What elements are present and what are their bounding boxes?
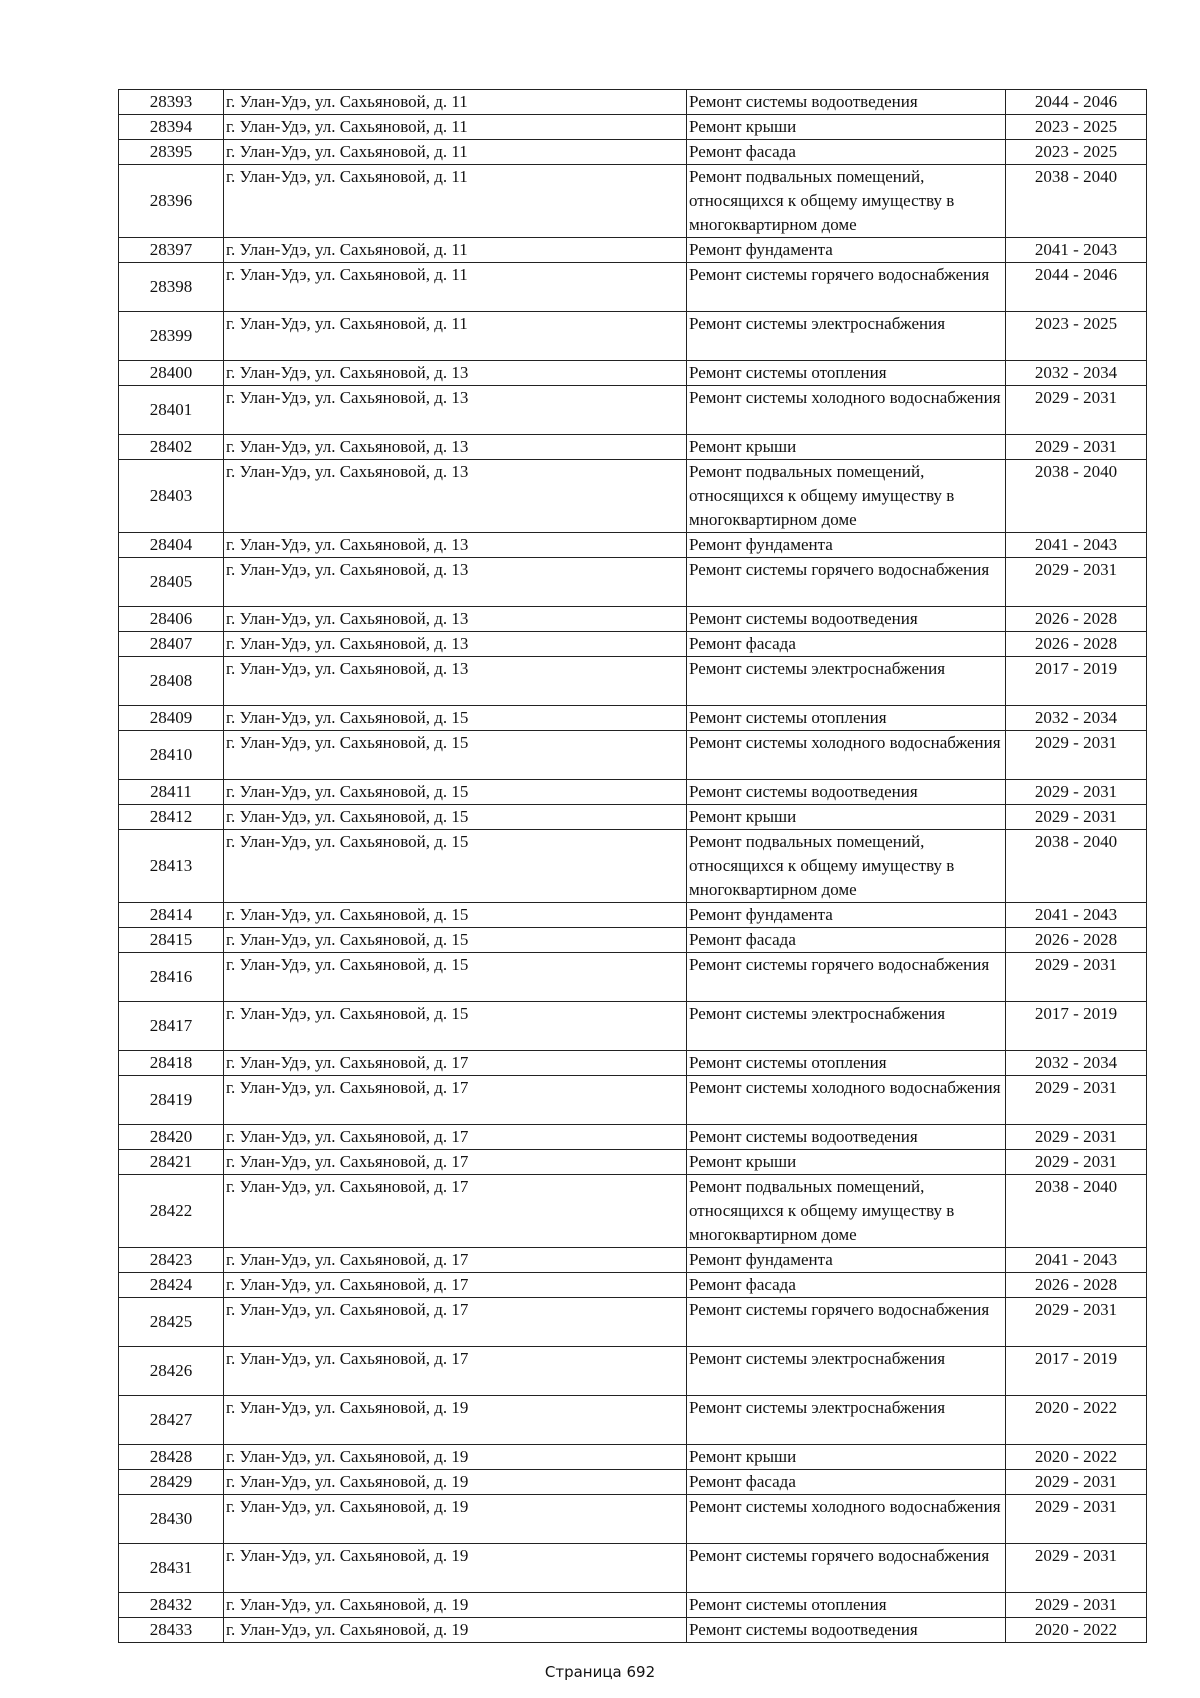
- row-number-cell: 28431: [119, 1544, 224, 1593]
- years-cell: 2026 - 2028: [1006, 607, 1147, 632]
- table-row: [119, 632, 1147, 657]
- table-row: [119, 1002, 1147, 1051]
- row-number-cell: 28401: [119, 386, 224, 435]
- row-number-cell: 28419: [119, 1076, 224, 1125]
- address-cell: г. Улан-Удэ, ул. Сахьяновой, д. 15: [224, 805, 687, 830]
- table-row: [119, 731, 1147, 780]
- repair-schedule-table: [118, 89, 1147, 1643]
- row-number-cell: 28394: [119, 115, 224, 140]
- address-cell: г. Улан-Удэ, ул. Сахьяновой, д. 11: [224, 312, 687, 361]
- work-type-cell: Ремонт системы холодного водоснабжения: [687, 386, 1006, 435]
- work-type-cell: Ремонт подвальных помещений, относящихся к общему имуществу в многоквартирном доме: [687, 165, 1006, 238]
- years-cell: 2029 - 2031: [1006, 780, 1147, 805]
- table-row: [119, 1298, 1147, 1347]
- work-type-cell: Ремонт системы холодного водоснабжения: [687, 1495, 1006, 1544]
- years-cell: 2029 - 2031: [1006, 731, 1147, 780]
- years-cell: 2032 - 2034: [1006, 706, 1147, 731]
- row-number-cell: 28422: [119, 1175, 224, 1248]
- work-type-cell: Ремонт системы водоотведения: [687, 607, 1006, 632]
- address-cell: г. Улан-Удэ, ул. Сахьяновой, д. 13: [224, 558, 687, 607]
- table-row: [119, 1495, 1147, 1544]
- years-cell: 2029 - 2031: [1006, 1544, 1147, 1593]
- years-cell: 2020 - 2022: [1006, 1396, 1147, 1445]
- work-type-cell: Ремонт системы водоотведения: [687, 1125, 1006, 1150]
- address-cell: г. Улан-Удэ, ул. Сахьяновой, д. 15: [224, 903, 687, 928]
- table-row: [119, 1593, 1147, 1618]
- table-row: [119, 238, 1147, 263]
- row-number-cell: 28410: [119, 731, 224, 780]
- years-cell: 2023 - 2025: [1006, 115, 1147, 140]
- address-cell: г. Улан-Удэ, ул. Сахьяновой, д. 11: [224, 90, 687, 115]
- years-cell: 2029 - 2031: [1006, 1150, 1147, 1175]
- row-number-cell: 28416: [119, 953, 224, 1002]
- years-cell: 2023 - 2025: [1006, 312, 1147, 361]
- years-cell: 2029 - 2031: [1006, 435, 1147, 460]
- table-row: [119, 165, 1147, 238]
- table-row: [119, 928, 1147, 953]
- table-row: [119, 657, 1147, 706]
- work-type-cell: Ремонт системы отопления: [687, 1593, 1006, 1618]
- work-type-cell: Ремонт системы горячего водоснабжения: [687, 1298, 1006, 1347]
- row-number-cell: 28397: [119, 238, 224, 263]
- row-number-cell: 28409: [119, 706, 224, 731]
- address-cell: г. Улан-Удэ, ул. Сахьяновой, д. 17: [224, 1175, 687, 1248]
- row-number-cell: 28412: [119, 805, 224, 830]
- years-cell: 2026 - 2028: [1006, 928, 1147, 953]
- address-cell: г. Улан-Удэ, ул. Сахьяновой, д. 17: [224, 1298, 687, 1347]
- address-cell: г. Улан-Удэ, ул. Сахьяновой, д. 13: [224, 460, 687, 533]
- table-row: [119, 263, 1147, 312]
- work-type-cell: Ремонт фасада: [687, 928, 1006, 953]
- work-type-cell: Ремонт крыши: [687, 115, 1006, 140]
- years-cell: 2038 - 2040: [1006, 165, 1147, 238]
- years-cell: 2041 - 2043: [1006, 238, 1147, 263]
- years-cell: 2029 - 2031: [1006, 1593, 1147, 1618]
- table-row: [119, 830, 1147, 903]
- work-type-cell: Ремонт крыши: [687, 1150, 1006, 1175]
- address-cell: г. Улан-Удэ, ул. Сахьяновой, д. 17: [224, 1273, 687, 1298]
- years-cell: 2029 - 2031: [1006, 558, 1147, 607]
- row-number-cell: 28429: [119, 1470, 224, 1495]
- address-cell: г. Улан-Удэ, ул. Сахьяновой, д. 15: [224, 706, 687, 731]
- table-body: [119, 90, 1147, 1643]
- row-number-cell: 28413: [119, 830, 224, 903]
- work-type-cell: Ремонт системы электроснабжения: [687, 312, 1006, 361]
- table-row: [119, 1470, 1147, 1495]
- address-cell: г. Улан-Удэ, ул. Сахьяновой, д. 13: [224, 435, 687, 460]
- row-number-cell: 28432: [119, 1593, 224, 1618]
- address-cell: г. Улан-Удэ, ул. Сахьяновой, д. 19: [224, 1544, 687, 1593]
- table-row: [119, 1618, 1147, 1643]
- address-cell: г. Улан-Удэ, ул. Сахьяновой, д. 11: [224, 263, 687, 312]
- table-row: [119, 460, 1147, 533]
- years-cell: 2017 - 2019: [1006, 1347, 1147, 1396]
- work-type-cell: Ремонт системы отопления: [687, 1051, 1006, 1076]
- row-number-cell: 28426: [119, 1347, 224, 1396]
- table-row: [119, 1125, 1147, 1150]
- page-number: Страница 692: [544, 1663, 656, 1681]
- work-type-cell: Ремонт системы горячего водоснабжения: [687, 558, 1006, 607]
- row-number-cell: 28408: [119, 657, 224, 706]
- years-cell: 2026 - 2028: [1006, 632, 1147, 657]
- address-cell: г. Улан-Удэ, ул. Сахьяновой, д. 15: [224, 1002, 687, 1051]
- address-cell: г. Улан-Удэ, ул. Сахьяновой, д. 11: [224, 140, 687, 165]
- years-cell: 2044 - 2046: [1006, 90, 1147, 115]
- work-type-cell: Ремонт фундамента: [687, 1248, 1006, 1273]
- address-cell: г. Улан-Удэ, ул. Сахьяновой, д. 17: [224, 1125, 687, 1150]
- work-type-cell: Ремонт фасада: [687, 1273, 1006, 1298]
- address-cell: г. Улан-Удэ, ул. Сахьяновой, д. 15: [224, 928, 687, 953]
- row-number-cell: 28433: [119, 1618, 224, 1643]
- table-row: [119, 558, 1147, 607]
- row-number-cell: 28417: [119, 1002, 224, 1051]
- address-cell: г. Улан-Удэ, ул. Сахьяновой, д. 11: [224, 238, 687, 263]
- work-type-cell: Ремонт фундамента: [687, 903, 1006, 928]
- row-number-cell: 28425: [119, 1298, 224, 1347]
- table-row: [119, 953, 1147, 1002]
- table-row: [119, 1175, 1147, 1248]
- address-cell: г. Улан-Удэ, ул. Сахьяновой, д. 15: [224, 731, 687, 780]
- years-cell: 2017 - 2019: [1006, 1002, 1147, 1051]
- table-row: [119, 1396, 1147, 1445]
- years-cell: 2032 - 2034: [1006, 1051, 1147, 1076]
- address-cell: г. Улан-Удэ, ул. Сахьяновой, д. 17: [224, 1051, 687, 1076]
- row-number-cell: 28414: [119, 903, 224, 928]
- address-cell: г. Улан-Удэ, ул. Сахьяновой, д. 19: [224, 1445, 687, 1470]
- address-cell: г. Улан-Удэ, ул. Сахьяновой, д. 15: [224, 953, 687, 1002]
- years-cell: 2041 - 2043: [1006, 1248, 1147, 1273]
- address-cell: г. Улан-Удэ, ул. Сахьяновой, д. 15: [224, 830, 687, 903]
- table-row: [119, 140, 1147, 165]
- table-row: [119, 533, 1147, 558]
- years-cell: 2032 - 2034: [1006, 361, 1147, 386]
- years-cell: 2038 - 2040: [1006, 1175, 1147, 1248]
- row-number-cell: 28420: [119, 1125, 224, 1150]
- table-row: [119, 1248, 1147, 1273]
- row-number-cell: 28398: [119, 263, 224, 312]
- years-cell: 2029 - 2031: [1006, 953, 1147, 1002]
- table-row: [119, 1347, 1147, 1396]
- address-cell: г. Улан-Удэ, ул. Сахьяновой, д. 13: [224, 361, 687, 386]
- row-number-cell: 28424: [119, 1273, 224, 1298]
- address-cell: г. Улан-Удэ, ул. Сахьяновой, д. 17: [224, 1248, 687, 1273]
- table-row: [119, 1273, 1147, 1298]
- work-type-cell: Ремонт системы горячего водоснабжения: [687, 263, 1006, 312]
- address-cell: г. Улан-Удэ, ул. Сахьяновой, д. 17: [224, 1076, 687, 1125]
- work-type-cell: Ремонт системы горячего водоснабжения: [687, 953, 1006, 1002]
- table-row: [119, 1051, 1147, 1076]
- row-number-cell: 28404: [119, 533, 224, 558]
- row-number-cell: 28428: [119, 1445, 224, 1470]
- table-row: [119, 780, 1147, 805]
- years-cell: 2029 - 2031: [1006, 1125, 1147, 1150]
- address-cell: г. Улан-Удэ, ул. Сахьяновой, д. 19: [224, 1470, 687, 1495]
- address-cell: г. Улан-Удэ, ул. Сахьяновой, д. 13: [224, 607, 687, 632]
- row-number-cell: 28407: [119, 632, 224, 657]
- work-type-cell: Ремонт крыши: [687, 435, 1006, 460]
- row-number-cell: 28403: [119, 460, 224, 533]
- years-cell: 2029 - 2031: [1006, 386, 1147, 435]
- address-cell: г. Улан-Удэ, ул. Сахьяновой, д. 17: [224, 1150, 687, 1175]
- work-type-cell: Ремонт подвальных помещений, относящихся к общему имуществу в многоквартирном доме: [687, 830, 1006, 903]
- row-number-cell: 28400: [119, 361, 224, 386]
- work-type-cell: Ремонт фундамента: [687, 533, 1006, 558]
- address-cell: г. Улан-Удэ, ул. Сахьяновой, д. 13: [224, 632, 687, 657]
- work-type-cell: Ремонт крыши: [687, 1445, 1006, 1470]
- row-number-cell: 28427: [119, 1396, 224, 1445]
- row-number-cell: 28395: [119, 140, 224, 165]
- table-row: [119, 386, 1147, 435]
- address-cell: г. Улан-Удэ, ул. Сахьяновой, д. 19: [224, 1593, 687, 1618]
- work-type-cell: Ремонт крыши: [687, 805, 1006, 830]
- address-cell: г. Улан-Удэ, ул. Сахьяновой, д. 19: [224, 1618, 687, 1643]
- years-cell: 2029 - 2031: [1006, 805, 1147, 830]
- row-number-cell: 28415: [119, 928, 224, 953]
- table-row: [119, 312, 1147, 361]
- address-cell: г. Улан-Удэ, ул. Сахьяновой, д. 15: [224, 780, 687, 805]
- table-row: [119, 805, 1147, 830]
- table-row: [119, 115, 1147, 140]
- table-row: [119, 607, 1147, 632]
- address-cell: г. Улан-Удэ, ул. Сахьяновой, д. 13: [224, 657, 687, 706]
- work-type-cell: Ремонт системы водоотведения: [687, 780, 1006, 805]
- work-type-cell: Ремонт подвальных помещений, относящихся к общему имуществу в многоквартирном доме: [687, 1175, 1006, 1248]
- years-cell: 2029 - 2031: [1006, 1470, 1147, 1495]
- table-row: [119, 1076, 1147, 1125]
- table-row: [119, 1544, 1147, 1593]
- years-cell: 2029 - 2031: [1006, 1076, 1147, 1125]
- table-row: [119, 361, 1147, 386]
- table-row: [119, 435, 1147, 460]
- table-row: [119, 1445, 1147, 1470]
- address-cell: г. Улан-Удэ, ул. Сахьяновой, д. 13: [224, 386, 687, 435]
- years-cell: 2017 - 2019: [1006, 657, 1147, 706]
- row-number-cell: 28418: [119, 1051, 224, 1076]
- work-type-cell: Ремонт системы горячего водоснабжения: [687, 1544, 1006, 1593]
- address-cell: г. Улан-Удэ, ул. Сахьяновой, д. 11: [224, 165, 687, 238]
- row-number-cell: 28406: [119, 607, 224, 632]
- row-number-cell: 28402: [119, 435, 224, 460]
- row-number-cell: 28423: [119, 1248, 224, 1273]
- work-type-cell: Ремонт системы отопления: [687, 706, 1006, 731]
- years-cell: 2020 - 2022: [1006, 1445, 1147, 1470]
- work-type-cell: Ремонт системы электроснабжения: [687, 1396, 1006, 1445]
- years-cell: 2044 - 2046: [1006, 263, 1147, 312]
- row-number-cell: 28421: [119, 1150, 224, 1175]
- years-cell: 2041 - 2043: [1006, 903, 1147, 928]
- row-number-cell: 28393: [119, 90, 224, 115]
- row-number-cell: 28430: [119, 1495, 224, 1544]
- work-type-cell: Ремонт системы холодного водоснабжения: [687, 1076, 1006, 1125]
- address-cell: г. Улан-Удэ, ул. Сахьяновой, д. 19: [224, 1396, 687, 1445]
- work-type-cell: Ремонт системы водоотведения: [687, 90, 1006, 115]
- years-cell: 2023 - 2025: [1006, 140, 1147, 165]
- years-cell: 2029 - 2031: [1006, 1495, 1147, 1544]
- address-cell: г. Улан-Удэ, ул. Сахьяновой, д. 17: [224, 1347, 687, 1396]
- work-type-cell: Ремонт системы холодного водоснабжения: [687, 731, 1006, 780]
- years-cell: 2020 - 2022: [1006, 1618, 1147, 1643]
- years-cell: 2029 - 2031: [1006, 1298, 1147, 1347]
- address-cell: г. Улан-Удэ, ул. Сахьяновой, д. 13: [224, 533, 687, 558]
- row-number-cell: 28411: [119, 780, 224, 805]
- table-row: [119, 706, 1147, 731]
- work-type-cell: Ремонт фасада: [687, 140, 1006, 165]
- work-type-cell: Ремонт фасада: [687, 1470, 1006, 1495]
- years-cell: 2041 - 2043: [1006, 533, 1147, 558]
- work-type-cell: Ремонт подвальных помещений, относящихся к общему имуществу в многоквартирном доме: [687, 460, 1006, 533]
- row-number-cell: 28405: [119, 558, 224, 607]
- work-type-cell: Ремонт системы электроснабжения: [687, 1002, 1006, 1051]
- years-cell: 2038 - 2040: [1006, 830, 1147, 903]
- work-type-cell: Ремонт системы электроснабжения: [687, 1347, 1006, 1396]
- address-cell: г. Улан-Удэ, ул. Сахьяновой, д. 19: [224, 1495, 687, 1544]
- row-number-cell: 28396: [119, 165, 224, 238]
- work-type-cell: Ремонт фундамента: [687, 238, 1006, 263]
- table-row: [119, 90, 1147, 115]
- work-type-cell: Ремонт фасада: [687, 632, 1006, 657]
- work-type-cell: Ремонт системы отопления: [687, 361, 1006, 386]
- years-cell: 2038 - 2040: [1006, 460, 1147, 533]
- table-row: [119, 1150, 1147, 1175]
- table-row: [119, 903, 1147, 928]
- work-type-cell: Ремонт системы водоотведения: [687, 1618, 1006, 1643]
- work-type-cell: Ремонт системы электроснабжения: [687, 657, 1006, 706]
- address-cell: г. Улан-Удэ, ул. Сахьяновой, д. 11: [224, 115, 687, 140]
- years-cell: 2026 - 2028: [1006, 1273, 1147, 1298]
- row-number-cell: 28399: [119, 312, 224, 361]
